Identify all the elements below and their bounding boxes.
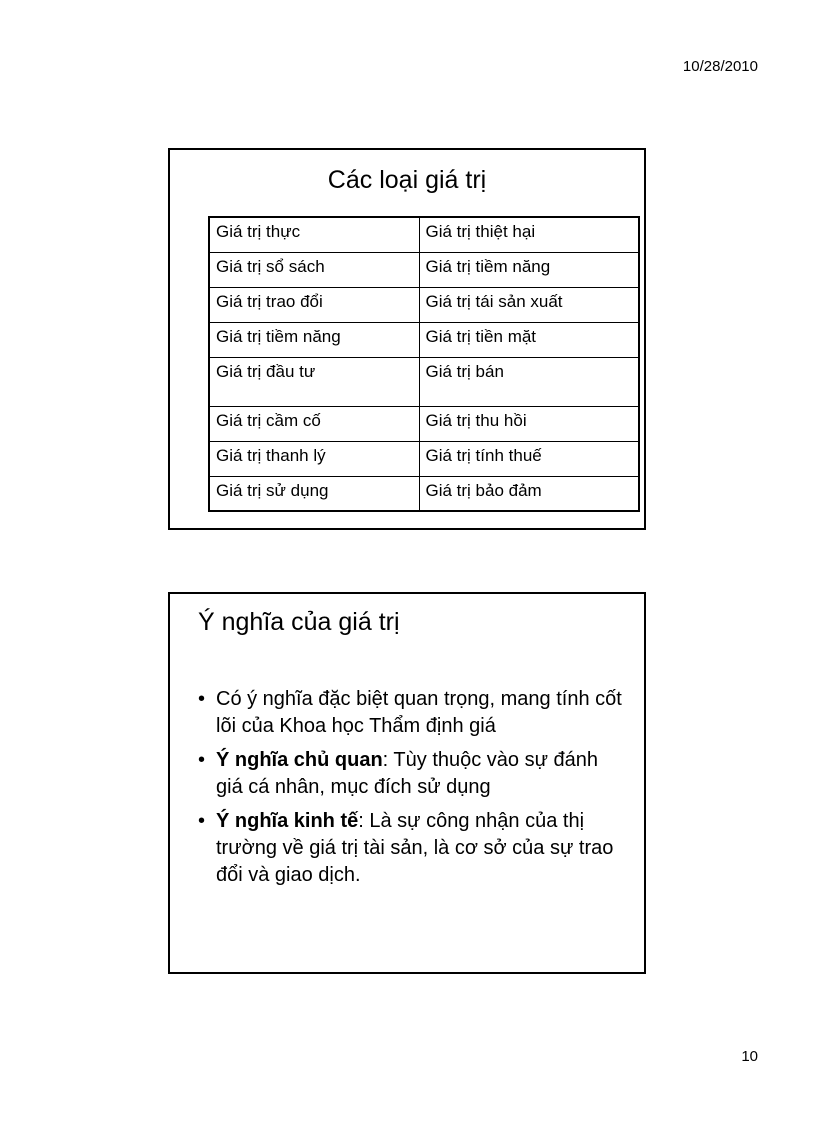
- table-row: [209, 322, 639, 357]
- list-item: [198, 808, 624, 889]
- bullet-icon: •: [198, 688, 206, 710]
- table-cell: Giá trị bảo đảm: [419, 476, 639, 511]
- table-cell: Giá trị thanh lý: [209, 441, 419, 476]
- table-cell: Giá trị thiệt hại: [419, 217, 639, 252]
- bullet-icon: •: [198, 749, 206, 771]
- table-row: [209, 252, 639, 287]
- table-cell: Giá trị đầu tư: [209, 357, 419, 406]
- list-item: [198, 747, 624, 801]
- table-cell: Giá trị tiền mặt: [419, 322, 639, 357]
- table-cell: Giá trị bán: [419, 357, 639, 406]
- table-row: [209, 217, 639, 252]
- table-row: [209, 406, 639, 441]
- slide-value-meaning: [168, 592, 646, 974]
- bullet-text: : Tùy thuộc vào sự đánh giá cá nhân, mục đích sử dụng: [216, 749, 599, 798]
- table-row: [209, 476, 639, 511]
- slide-value-types: [168, 148, 646, 530]
- table-cell: Giá trị tiềm năng: [419, 252, 639, 287]
- table-cell: Giá trị thu hồi: [419, 406, 639, 441]
- slide-title: Các loại giá trị: [327, 166, 487, 194]
- table-cell: Giá trị tiềm năng: [209, 322, 419, 357]
- table-cell: Giá trị cầm cố: [209, 406, 419, 441]
- table-row: [209, 441, 639, 476]
- table-cell: Giá trị thực: [209, 217, 419, 252]
- bullet-icon: •: [198, 810, 206, 832]
- bullet-bold-term: Ý nghĩa chủ quan: [216, 749, 383, 771]
- value-types-table: [208, 216, 640, 512]
- table-cell: Giá trị tính thuế: [419, 441, 639, 476]
- bullet-list: [198, 686, 624, 896]
- table-cell: Giá trị trao đổi: [209, 287, 419, 322]
- list-item: [198, 686, 624, 740]
- bullet-text: Có ý nghĩa đặc biệt quan trọng, mang tính cốt lõi của Khoa học Thẩm định giá: [216, 688, 622, 737]
- table-row: [209, 287, 639, 322]
- table-cell: Giá trị tái sản xuất: [419, 287, 639, 322]
- table-row: [209, 357, 639, 406]
- page-date: 10/28/2010: [682, 58, 758, 75]
- bullet-text: : Là sự công nhận của thị trường về giá trị tài sản, là cơ sở của sự trao đổi và giao dịch.: [216, 810, 614, 886]
- bullet-bold-term: Ý nghĩa kinh tế: [216, 810, 359, 832]
- slide-title: Ý nghĩa của giá trị: [198, 608, 400, 636]
- table-cell: Giá trị sổ sách: [209, 252, 419, 287]
- table-cell: Giá trị sử dụng: [209, 476, 419, 511]
- page-number: 10: [741, 1048, 758, 1065]
